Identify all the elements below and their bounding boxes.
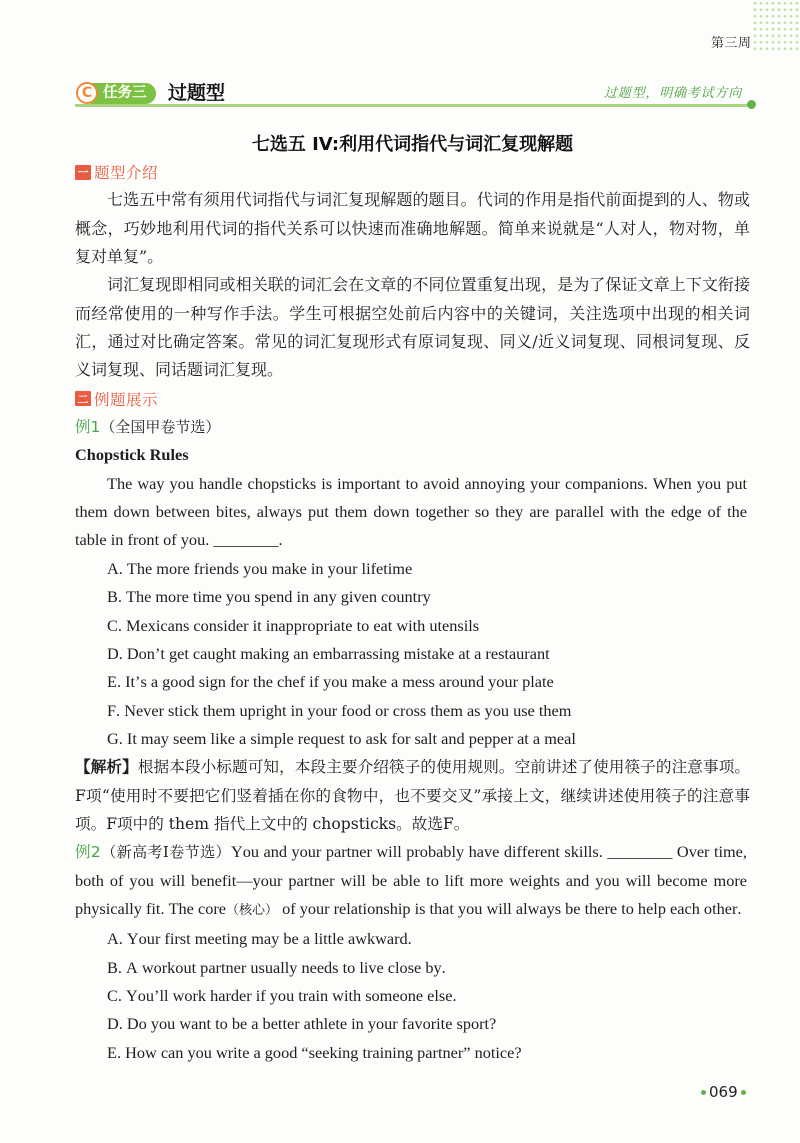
option-letter: F. [107, 700, 121, 720]
page-number [701, 1082, 746, 1102]
section-number-badge: 一 [75, 165, 91, 180]
option-text: Your first meeting may be a little awkward. [126, 929, 412, 949]
option-letter: C. [107, 985, 122, 1005]
section-label: 题型介绍 [94, 164, 159, 183]
option-e [75, 1039, 750, 1067]
example-label: 例2 [75, 843, 101, 862]
page-content [75, 158, 750, 1067]
option-e [75, 668, 750, 696]
task-tab: 任务三 [90, 83, 156, 104]
option-text: It’s a good sign for the chef if you make a mess around your plate [125, 672, 554, 692]
analysis-text: 根据本段小标题可知，本段主要介绍筷子的使用规则。空前讲述了使用筷子的注意事项。F项“使用时不要把它们竖着插在你的食物中，也不要交叉”承接上文，继续讲述使用筷子的注意事项。F项中的 them 指代上文中的 chopsticks。故选F。 [75, 758, 750, 833]
option-text: You’ll work harder if you train with someone else. [126, 985, 457, 1005]
option-a [75, 925, 750, 953]
task-badge-icon: C [76, 82, 98, 104]
example-label: 例1 [75, 418, 101, 437]
corner-dot-pattern [752, 0, 800, 52]
analysis-tag: 【解析】 [75, 757, 138, 777]
option-c [75, 612, 750, 640]
option-letter: E. [107, 672, 122, 692]
option-letter: C. [107, 615, 122, 635]
section-examples-heading [75, 385, 750, 413]
option-letter: E. [107, 1042, 122, 1062]
option-text: Do you want to be a better athlete in your favorite sport? [126, 1014, 497, 1034]
option-d [75, 1010, 750, 1038]
gloss: （核心） [226, 902, 279, 918]
option-letter: A. [107, 558, 123, 578]
option-text: How can you write a good “seeking training partner” notice? [125, 1042, 522, 1062]
dot-icon [701, 1090, 706, 1095]
section-label: 例题展示 [94, 390, 159, 409]
header-rule-dot-icon [747, 100, 756, 109]
passage-heading: Chopstick Rules [75, 445, 189, 465]
header-slogan: 过题型，明确考试方向 [604, 86, 743, 101]
option-text: Don’t get caught making an embarrassing mistake at a restaurant [126, 643, 550, 663]
option-g [75, 725, 750, 753]
section-intro-heading [75, 158, 750, 186]
option-text: A workout partner usually needs to live close by. [126, 957, 446, 977]
passage-text: of your relationship is that you will always be there to help each other. [278, 898, 742, 918]
option-f [75, 697, 750, 725]
example-source: （新高考I卷节选） [100, 843, 231, 862]
option-c [75, 982, 750, 1010]
dot-icon [741, 1090, 746, 1095]
intro-paragraph: 词汇复现即相同或相关联的词汇会在文章的不同位置重复出现，是为了保证文章上下文衔接而经常使用的一种写作手法。学生可根据空处前后内容中的关键词，关注选项中出现的相关词汇，通过对比确定答案。常见的词汇复现形式有原词复现、同义/近义词复现、同根词复现、反义词复现、同话题词汇复现。 [75, 275, 750, 380]
option-text: Mexicans consider it inappropriate to eat with utensils [126, 615, 480, 635]
task-title: 过题型 [168, 82, 226, 104]
example-1-analysis [75, 753, 750, 838]
option-letter: B. [107, 587, 122, 607]
option-letter: D. [107, 1014, 123, 1034]
page-number-text: 069 [709, 1083, 738, 1101]
option-letter: A. [107, 929, 123, 949]
option-text: It may seem like a simple request to ask for salt and pepper at a meal [126, 728, 576, 748]
option-letter: B. [107, 957, 122, 977]
option-a [75, 555, 750, 583]
option-letter: G. [107, 728, 123, 748]
option-text: The more time you spend in any given country [126, 587, 431, 607]
example-2-passage [75, 838, 747, 925]
option-text: The more friends you make in your lifetime [126, 558, 413, 578]
page-title: 七选五 IV:利用代词指代与词汇复现解题 [251, 134, 574, 155]
example-1-passage: The way you handle chopsticks is important to avoid annoying your companions. When you put them down between bites, always put them down together so they are parallel with the edge of the table in front of you. ________. [75, 473, 747, 550]
example-1-heading [75, 413, 750, 441]
option-d [75, 640, 750, 668]
option-b [75, 954, 750, 982]
option-b [75, 583, 750, 611]
week-label: 第三周 [711, 36, 752, 51]
option-text: Never stick them upright in your food or cross them as you use them [124, 700, 572, 720]
section-number-badge: 二 [75, 391, 91, 406]
passage-text: You and your partner will probably have different skills. ________ Over time, both of you will benefit—your partner will be able to lift more weights and you will become more physically fit. The core [75, 842, 747, 918]
example-source: （全国甲卷节选） [100, 418, 221, 437]
option-letter: D. [107, 643, 123, 663]
intro-paragraph: 七选五中常有须用代词指代与词汇复现解题的题目。代词的作用是指代前面提到的人、物或概念，巧妙地利用代词的指代关系可以快速而准确地解题。简单来说就是“人对人，物对物，单复对单复”。 [75, 190, 750, 267]
